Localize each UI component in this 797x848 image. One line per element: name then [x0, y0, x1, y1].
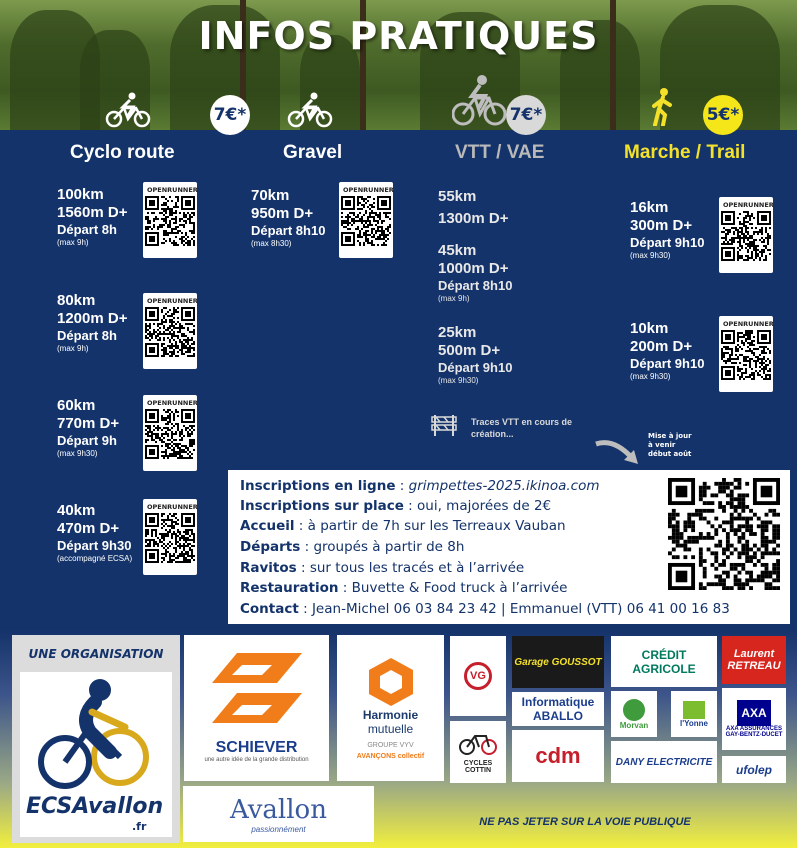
ecs-avallon-logo[interactable] — [20, 672, 172, 837]
route-depart: Départ 8h — [57, 222, 117, 237]
schiever-tagline: une autre idée de la grande distribution — [204, 757, 309, 763]
no-litter-notice: NE PAS JETER SUR LA VOIE PUBLIQUE — [479, 816, 691, 828]
laurent-logo[interactable] — [722, 636, 786, 684]
info-restauration: Restauration : Buvette & Food truck à l’arrivée — [240, 580, 568, 596]
route-elevation: 500m D+ — [438, 342, 501, 359]
route-distance: 25km — [438, 324, 477, 341]
yonne-logo[interactable] — [671, 691, 717, 737]
openrunner-label: OPENRUNNER — [343, 186, 394, 194]
axa-logo[interactable] — [722, 688, 786, 750]
info-welcome: Accueil : à partir de 7h sur les Terreaux Vauban — [240, 518, 566, 534]
roadblock-icon — [431, 414, 457, 436]
axa-name: AXA ASSURANCES — [726, 726, 782, 732]
bicycle-icon — [458, 730, 498, 756]
route-depart: Départ 9h30 — [57, 538, 132, 553]
qr-code-cyclo-80[interactable] — [143, 293, 197, 369]
route-elevation: 770m D+ — [57, 415, 120, 432]
column-title-cyclo: Cyclo route — [70, 142, 175, 163]
cdm-name: cdm — [535, 743, 581, 768]
route-elevation: 470m D+ — [57, 520, 120, 537]
route-gravel-70 — [251, 187, 325, 249]
price-badge-marche: 5€* — [703, 95, 743, 135]
morvan-name: Morvan — [619, 720, 649, 730]
aballo-logo[interactable] — [512, 692, 604, 726]
qr-pattern-icon — [721, 330, 771, 380]
route-depart: Départ 9h10 — [630, 356, 705, 371]
qr-pattern-icon — [341, 196, 391, 246]
route-distance: 55km — [438, 188, 477, 205]
route-max: (max 9h30) — [630, 372, 671, 381]
openrunner-label: OPENRUNNER — [723, 320, 774, 328]
vtt-traces-note — [431, 414, 573, 439]
info-contact: Contact : Jean-Michel 06 03 84 23 42 | Emmanuel (VTT) 06 41 00 16 83 — [240, 601, 730, 617]
info-panel — [228, 470, 790, 624]
openrunner-label: OPENRUNNER — [147, 186, 198, 194]
avallon-name: Avallon — [230, 794, 327, 825]
info-departs: Départs : groupés à partir de 8h — [240, 539, 465, 555]
route-max: (max 9h30) — [438, 376, 479, 385]
route-cyclo-40 — [57, 502, 132, 564]
page-title: INFOS PRATIQUES — [198, 14, 599, 58]
credit-agricole-name: CRÉDIT AGRICOLE — [632, 647, 696, 676]
route-distance: 45km — [438, 242, 477, 259]
schiever-name: SCHIEVER — [215, 739, 298, 756]
route-depart: Départ 9h10 — [438, 360, 513, 375]
route-elevation: 300m D+ — [630, 217, 693, 234]
route-cyclo-60 — [57, 397, 119, 459]
route-max: (max 9h) — [57, 344, 89, 353]
curved-arrow-icon — [594, 436, 642, 466]
route-distance: 40km — [57, 502, 96, 519]
column-title-gravel: Gravel — [283, 142, 343, 163]
route-elevation: 1000m D+ — [438, 260, 509, 277]
harmonie-mutuelle-logo[interactable] — [337, 635, 444, 781]
route-distance: 80km — [57, 292, 96, 309]
route-marche-10 — [630, 320, 704, 382]
laurent-name: Laurent RETREAU — [727, 648, 781, 672]
route-distance: 16km — [630, 199, 669, 216]
harmonie-line2: mutuelle — [367, 722, 414, 736]
axa-agent: GAY-BENTZ-DUCET — [725, 732, 783, 738]
mountain-bike-icon — [452, 74, 506, 128]
cdm-logo[interactable] — [512, 730, 604, 782]
organizer-block — [12, 635, 180, 843]
forest-banner — [0, 0, 797, 130]
vg-logo[interactable] — [450, 636, 506, 716]
route-elevation: 200m D+ — [630, 338, 693, 355]
vtt-traces-text: Traces VTT en cours de création... — [471, 417, 573, 439]
price-badge-vtt: 7€* — [506, 95, 546, 135]
qr-pattern-icon — [145, 513, 195, 563]
hexagon-icon — [366, 656, 416, 708]
route-elevation: 1300m D+ — [438, 210, 509, 227]
route-marche-16 — [630, 199, 704, 261]
route-vtt-45 — [438, 242, 512, 304]
qr-code-marche-10[interactable] — [719, 316, 773, 392]
registration-qr-code[interactable] — [668, 478, 780, 594]
column-title-marche: Marche / Trail — [624, 142, 746, 163]
morvan-logo[interactable] — [611, 691, 657, 737]
harmonie-line1: Harmonie — [362, 708, 419, 722]
route-max: (max 9h) — [57, 238, 89, 247]
avallon-town-logo[interactable] — [183, 786, 374, 842]
dany-electricite-logo[interactable] — [611, 741, 717, 783]
qr-pattern-icon — [145, 409, 195, 459]
route-vtt-25 — [438, 324, 512, 386]
route-depart: Départ 8h10 — [251, 223, 326, 238]
route-elevation: 1200m D+ — [57, 310, 128, 327]
registration-link[interactable]: grimpettes-2025.ikinoa.com — [408, 478, 600, 494]
route-distance: 60km — [57, 397, 96, 414]
qr-code-cyclo-60[interactable] — [143, 395, 197, 471]
cyclist-logo-icon — [20, 672, 172, 792]
aballo-name: Informatique ABALLO — [521, 695, 595, 723]
qr-code-cyclo-100[interactable] — [143, 182, 197, 258]
gravel-bike-icon — [287, 92, 333, 128]
route-distance: 70km — [251, 187, 290, 204]
route-depart: Départ 9h — [57, 433, 117, 448]
route-depart: Départ 9h10 — [630, 235, 705, 250]
ecs-name: ECSAvallon — [26, 794, 164, 819]
qr-pattern-icon — [668, 478, 780, 590]
goussot-logo[interactable] — [512, 636, 604, 688]
route-distance: 10km — [630, 320, 669, 337]
harmonie-group: GROUPE VYV — [367, 742, 414, 749]
qr-pattern-icon — [145, 307, 195, 357]
qr-pattern-icon — [145, 196, 195, 246]
route-vtt-55 — [438, 188, 508, 228]
route-cyclo-100 — [57, 186, 127, 248]
organizer-label: UNE ORGANISATION — [28, 647, 164, 661]
route-max: (max 9h30) — [630, 251, 671, 260]
info-onsite: Inscriptions sur place : oui, majorées de 2€ — [240, 498, 552, 514]
schiever-logo[interactable] — [184, 635, 329, 781]
update-note: Mise à jour à venir début août — [648, 432, 692, 458]
vg-mark-icon: VG — [464, 662, 492, 690]
walker-icon — [648, 88, 676, 126]
route-max: (max 9h) — [438, 294, 470, 303]
cycles-cottin-logo[interactable] — [450, 721, 506, 783]
dany-name: DANY ELECTRICITE — [615, 756, 713, 768]
ufolep-name: ufolep — [736, 762, 772, 777]
qr-code-gravel-70[interactable] — [339, 182, 393, 258]
morvan-mark-icon — [623, 699, 645, 721]
ufolep-logo[interactable] — [722, 756, 786, 783]
route-elevation: 950m D+ — [251, 205, 314, 222]
openrunner-label: OPENRUNNER — [147, 399, 198, 407]
qr-code-marche-16[interactable] — [719, 197, 773, 273]
cycles-name: CYCLES COTTIN — [463, 760, 493, 774]
harmonie-tagline: AVANÇONS collectif — [356, 753, 425, 760]
route-max: (accompagné ECSA) — [57, 554, 133, 563]
route-distance: 100km — [57, 186, 104, 203]
column-title-vtt: VTT / VAE — [455, 142, 545, 163]
route-max: (max 8h30) — [251, 239, 292, 248]
info-ravitos: Ravitos : sur tous les tracés et à l’arrivée — [240, 560, 525, 576]
road-bike-icon — [105, 92, 151, 128]
schiever-mark-icon — [212, 653, 302, 733]
info-online: Inscriptions en ligne : grimpettes-2025.ikinoa.com — [240, 478, 600, 494]
route-elevation: 1560m D+ — [57, 204, 128, 221]
avallon-tagline: passionnément — [251, 824, 306, 834]
axa-mark-icon: AXA — [737, 700, 771, 726]
qr-code-cyclo-40[interactable] — [143, 499, 197, 575]
goussot-name: Garage GOUSSOT — [514, 656, 602, 668]
route-max: (max 9h30) — [57, 449, 98, 458]
price-badge-cyclo: 7€* — [210, 95, 250, 135]
openrunner-label: OPENRUNNER — [147, 297, 198, 305]
yonne-name: l'Yonne — [680, 718, 708, 728]
openrunner-label: OPENRUNNER — [723, 201, 774, 209]
route-cyclo-80 — [57, 292, 127, 354]
route-depart: Départ 8h10 — [438, 278, 513, 293]
yonne-mark-icon — [683, 701, 705, 719]
ecs-suffix: .fr — [132, 820, 147, 833]
qr-pattern-icon — [721, 211, 771, 261]
openrunner-label: OPENRUNNER — [147, 503, 198, 511]
route-depart: Départ 8h — [57, 328, 117, 343]
credit-agricole-logo[interactable] — [611, 636, 717, 687]
